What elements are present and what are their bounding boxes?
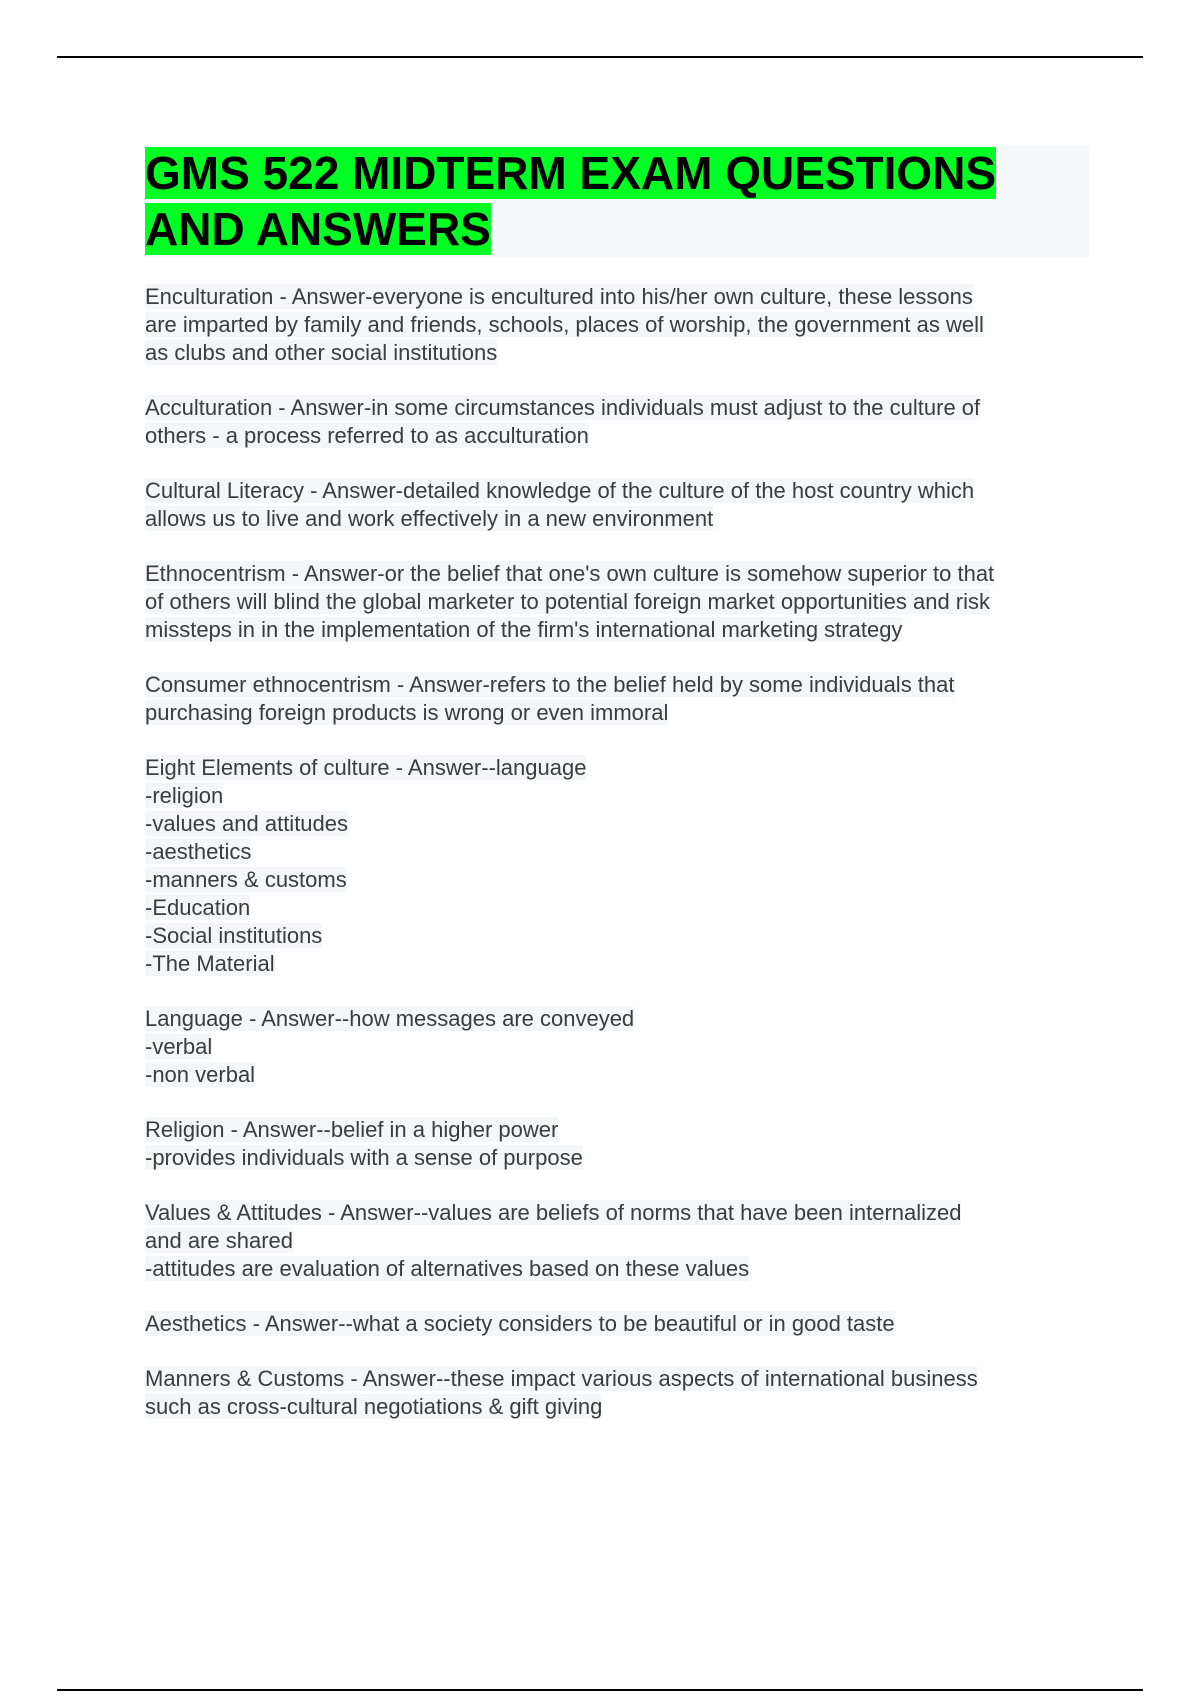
qa-line — [145, 339, 1095, 367]
qa-line-text: Consumer ethnocentrism - Answer-refers to the belief held by some individuals that — [145, 672, 955, 697]
qa-line — [145, 1005, 1095, 1033]
qa-line-text: -Education — [145, 895, 251, 920]
qa-line-text: as clubs and other social institutions — [145, 340, 498, 365]
title-block — [145, 145, 1089, 257]
qa-entry — [145, 394, 1095, 450]
qa-entry — [145, 477, 1095, 533]
qa-line-text: Eight Elements of culture - Answer--language — [145, 755, 587, 780]
qa-line — [145, 810, 1095, 838]
top-rule — [57, 56, 1143, 58]
qa-line-text: purchasing foreign products is wrong or even immoral — [145, 700, 669, 725]
qa-line-text: allows us to live and work effectively in a new environment — [145, 506, 714, 531]
qa-line-text: others - a process referred to as acculturation — [145, 423, 589, 448]
qa-line-text: -religion — [145, 783, 224, 808]
qa-line — [145, 754, 1095, 782]
qa-entry — [145, 283, 1095, 367]
qa-line — [145, 1227, 1095, 1255]
qa-line — [145, 616, 1095, 644]
qa-line — [145, 283, 1095, 311]
qa-line-text: -aesthetics — [145, 839, 252, 864]
qa-list — [145, 283, 1095, 1448]
qa-line-text: -non verbal — [145, 1062, 256, 1087]
qa-line-text: Religion - Answer--belief in a higher power — [145, 1117, 559, 1142]
qa-line — [145, 782, 1095, 810]
qa-line — [145, 699, 1095, 727]
qa-entry — [145, 1116, 1095, 1172]
qa-line — [145, 1199, 1095, 1227]
qa-line-text: Manners & Customs - Answer--these impact various aspects of international business — [145, 1366, 978, 1391]
qa-entry — [145, 1365, 1095, 1421]
qa-line-text: Language - Answer--how messages are conveyed — [145, 1006, 635, 1031]
qa-line — [145, 671, 1095, 699]
qa-line-text: -verbal — [145, 1034, 213, 1059]
title-line-2: AND ANSWERS — [145, 203, 491, 255]
qa-line — [145, 1255, 1095, 1283]
qa-line-text: such as cross-cultural negotiations & gift giving — [145, 1394, 603, 1419]
qa-line-text: Ethnocentrism - Answer-or the belief that one's own culture is somehow superior to that — [145, 561, 995, 586]
qa-line — [145, 422, 1095, 450]
qa-line — [145, 394, 1095, 422]
qa-line — [145, 922, 1095, 950]
qa-line-text: Cultural Literacy - Answer-detailed knowledge of the culture of the host country which — [145, 478, 975, 503]
qa-line — [145, 838, 1095, 866]
qa-line — [145, 950, 1095, 978]
qa-entry — [145, 1310, 1095, 1338]
qa-line-text: -manners & customs — [145, 867, 347, 892]
qa-line — [145, 1061, 1095, 1089]
qa-line-text: -The Material — [145, 951, 275, 976]
qa-line-text: -values and attitudes — [145, 811, 349, 836]
qa-line — [145, 1365, 1095, 1393]
qa-line-text: -Social institutions — [145, 923, 323, 948]
qa-line-text: Acculturation - Answer-in some circumstances individuals must adjust to the culture of — [145, 395, 981, 420]
bottom-rule — [57, 1689, 1143, 1691]
qa-entry — [145, 560, 1095, 644]
qa-line-text: Values & Attitudes - Answer--values are beliefs of norms that have been internalized — [145, 1200, 962, 1225]
qa-line-text: and are shared — [145, 1228, 293, 1253]
document-title — [145, 145, 1089, 257]
qa-line-text: -attitudes are evaluation of alternatives based on these values — [145, 1256, 750, 1281]
qa-line-text: missteps in in the implementation of the firm's international marketing strategy — [145, 617, 903, 642]
qa-line-text: -provides individuals with a sense of purpose — [145, 1145, 583, 1170]
qa-line — [145, 505, 1095, 533]
qa-entry — [145, 1199, 1095, 1283]
title-line-1: GMS 522 MIDTERM EXAM QUESTIONS — [145, 147, 997, 199]
qa-line — [145, 1144, 1095, 1172]
qa-entry — [145, 671, 1095, 727]
qa-entry — [145, 754, 1095, 978]
qa-line-text: Enculturation - Answer-everyone is encultured into his/her own culture, these lessons — [145, 284, 973, 309]
qa-line-text: Aesthetics - Answer--what a society considers to be beautiful or in good taste — [145, 1311, 895, 1336]
qa-line — [145, 311, 1095, 339]
qa-line — [145, 894, 1095, 922]
qa-entry — [145, 1005, 1095, 1089]
qa-line — [145, 1116, 1095, 1144]
qa-line — [145, 866, 1095, 894]
qa-line — [145, 477, 1095, 505]
qa-line — [145, 560, 1095, 588]
qa-line-text: of others will blind the global marketer to potential foreign market opportunities and risk — [145, 589, 991, 614]
qa-line — [145, 1393, 1095, 1421]
qa-line — [145, 1033, 1095, 1061]
qa-line — [145, 588, 1095, 616]
qa-line — [145, 1310, 1095, 1338]
qa-line-text: are imparted by family and friends, schools, places of worship, the government as well — [145, 312, 984, 337]
